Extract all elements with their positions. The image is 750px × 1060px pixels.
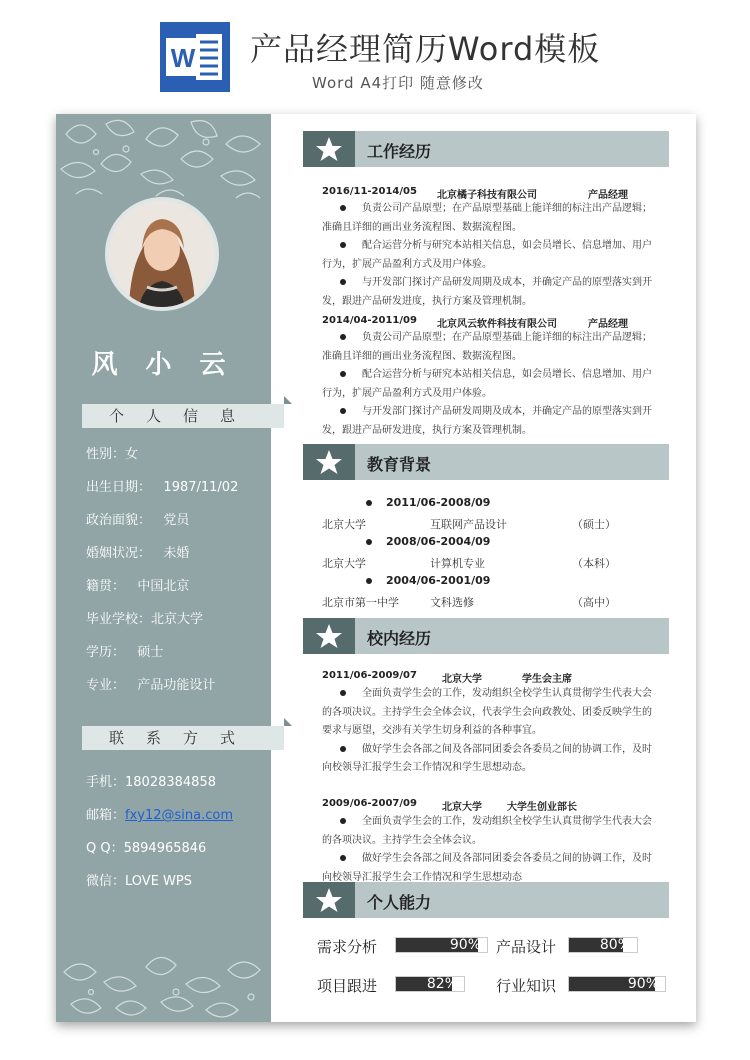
edu-3-period: 2004/06-2001/09 [366,574,490,587]
info-gender: 性别：女 [86,447,139,462]
page-subtitle: Word A4打印 随意修改 [312,74,484,92]
word-logo-letter: W [170,43,196,73]
campus-section-title: 校内经历 [367,629,432,648]
work-section-title: 工作经历 [367,142,432,161]
education-section-title: 教育背景 [367,455,432,474]
sidebar [56,114,271,1022]
email-link[interactable]: fxy12@sina.com [125,808,234,823]
star-icon [303,444,355,480]
contact-wechat: 微信：LOVE WPS [86,874,192,889]
skill-1-bar [395,937,488,953]
resume-page: 风小云 个人信息 性别：女 出生日期： 1987/11/02 政治面貌： 党员 婚姻状况： 未婚 籍贯： 中国北京 毕业学校：北京大学 学历： 硕士 专业： 产品功能设计 联系方式 手机：18028384858 邮箱：fxy12@sina.com Q Q：5894965846 微信：LOVE WPS 工作经历 2016/11-2014/05 北京橘子科技有限公司 产品经理 负责公司产品原型；在产品原型基础上能详细的标注出产品逻辑；准确且详细的画出业务流程图、数据流程图。 配合运营分析与研究本站相关信息，如会员增长、信息增加、用户行为，扩展产品盈利方式及用户体验。 与开发部门探讨产品研发周期及成本，并确定产品的原型落实到开发，跟进产品研发进度，执行方案及管理机制。 2014/04-2011/09 北京风云软件科技有限公司 产品经理 负责公司产品原型；在产品原型基础上能详细的标注出产品逻辑；准确且详细的画出业务流程图、数据流程图。 配合运营分析与研究本站相关信息，如会员增长、信息增加、用户行为，扩展产品盈利方式及用户体验。 与开发部门探讨产品研发周期及成本，并确定产品的原型落实到开发，跟进产品研发进度，执行方案及管理机制。 教育背景 2011/06-2008/09 北京大学 互联网产品设计 （硕士） 2008/06-2004/09 北京大学 计算机专业 （本科） 2004/06-2001/09 北京市第一中学 文科选修 （高中） 校内经历 2011/06-2009/07 北京大学 学生会主席 全面负责学生会的工作，发动组织全校学生认真贯彻学生代表大会的各项决议。主持学生会全体会议，代表学生会向政教处、团委反映学生的要求与愿望，交涉有关学生切身利益的各种事宜。 做好学生会各部之间及各部同团委会各委员之间的协调工作，及时向校领导汇报学生会工作情况和学生思想动态。 2009/06-2007/09 北京大学 大学生创业部长 全面负责学生会的工作，发动组织全校学生认真贯彻学生代表大会的各项决议。主持学生会全体会议。 做好学生会各部之间及各部同团委会各委员之间的协调工作，及时向校领导汇报学生会工作情况和学生思想动态 个人能力 需求分析 90% 产品设计 80% 项目跟进 82% 行业知识 90% [56,114,696,1022]
personal-info-list [86,447,238,711]
edu-2-period: 2008/06-2004/09 [366,535,490,548]
work-section-header [303,131,669,167]
page-title: 产品经理简历Word模板 [250,30,601,68]
skill-3-bar [395,976,465,992]
skill-3-value: 82% [426,976,458,992]
job-1-details: 负责公司产品原型；在产品原型基础上能详细的标注出产品逻辑；准确且详细的画出业务流程图、数据流程图。 配合运营分析与研究本站相关信息，如会员增长、信息增加、用户行为，扩展产品盈利方式及用户体验。 与开发部门探讨产品研发周期及成本，并确定产品的原型落实到开发，跟进产品研发进度，执行方案及管理机制。 [322,203,652,307]
education-section-header [303,444,669,480]
leaf-pattern-bottom [56,952,271,1022]
skill-4-bar [568,976,666,992]
portrait-image [109,201,215,307]
skill-2-label: 产品设计 [496,938,557,956]
campus-1-details: 全面负责学生会的工作，发动组织全校学生认真贯彻学生代表大会的各项决议。主持学生会全体会议，代表学生会向政教处、团委反映学生的要求与愿望，交涉有关学生切身利益的各种事宜。 做好学生会各部之间及各部同团委会各委员之间的协调工作，及时向校领导汇报学生会工作情况和学生思想动态。 [322,688,652,773]
skills-section-title: 个人能力 [367,893,432,912]
skill-1-label: 需求分析 [317,938,378,956]
info-major: 专业： 产品功能设计 [86,678,216,693]
skill-4-label: 行业知识 [496,977,557,995]
avatar [105,197,219,311]
star-icon [303,882,355,918]
skill-2-bar [568,937,638,953]
leaf-pattern-top [56,114,271,202]
info-marital: 婚姻状况： 未婚 [86,546,190,561]
campus-content: 2011/06-2009/07 北京大学 学生会主席 全面负责学生会的工作，发动组织全校学生认真贯彻学生代表大会的各项决议。主持学生会全体会议，代表学生会向政教处、团委反映学生的要求与愿望，交涉有关学生切身利益的各种事宜。 做好学生会各部之间及各部同团委会各委员之间的协调工作，及时向校领导汇报学生会工作情况和学生思想动态。 2009/06-2007/09 北京大学 大学生创业部长 全面负责学生会的工作，发动组织全校学生认真贯彻学生代表大会的各项决议。主持学生会全体会议。 做好学生会各部之间及各部同团委会各委员之间的协调工作，及时向校领导汇报学生会工作情况和学生思想动态 [322,669,682,884]
contact-heading [82,726,284,750]
contact-phone: 手机：18028384858 [86,775,216,790]
personal-info-heading-text: 个人信息 [108,407,257,425]
info-degree: 学历： 硕士 [86,645,164,660]
skill-1-value: 90% [449,937,481,953]
info-birthdate: 出生日期： 1987/11/02 [86,480,239,495]
contact-heading-text: 联系方式 [108,729,257,747]
star-icon [303,131,355,167]
skill-4-value: 90% [627,976,659,992]
info-school: 毕业学校：北京大学 [86,612,204,627]
contact-qq: Q Q：5894965846 [86,841,207,856]
candidate-name: 风小云 [91,350,254,380]
campus-section-header [303,618,669,654]
info-hometown: 籍贯： 中国北京 [86,579,190,594]
job-2-details: 负责公司产品原型；在产品原型基础上能详细的标注出产品逻辑；准确且详细的画出业务流程图、数据流程图。 配合运营分析与研究本站相关信息，如会员增长、信息增加、用户行为，扩展产品盈利方式及用户体验。 与开发部门探讨产品研发周期及成本，并确定产品的原型落实到开发，跟进产品研发进度，执行方案及管理机制。 [322,332,652,436]
campus-2-details: 全面负责学生会的工作，发动组织全校学生认真贯彻学生代表大会的各项决议。主持学生会全体会议。 做好学生会各部之间及各部同团委会各委员之间的协调工作，及时向校领导汇报学生会工作情况和学生思想动态 [322,816,652,883]
skills-section-header [303,882,669,918]
skill-2-value: 80% [599,937,631,953]
star-icon [303,618,355,654]
skill-3-label: 项目跟进 [317,977,378,995]
personal-info-heading [82,404,284,428]
info-political: 政治面貌： 党员 [86,513,190,528]
contact-list [86,775,233,907]
word-logo-icon [160,22,230,92]
edu-1-period: 2011/06-2008/09 [366,496,490,509]
contact-email: 邮箱：fxy12@sina.com [86,808,234,823]
